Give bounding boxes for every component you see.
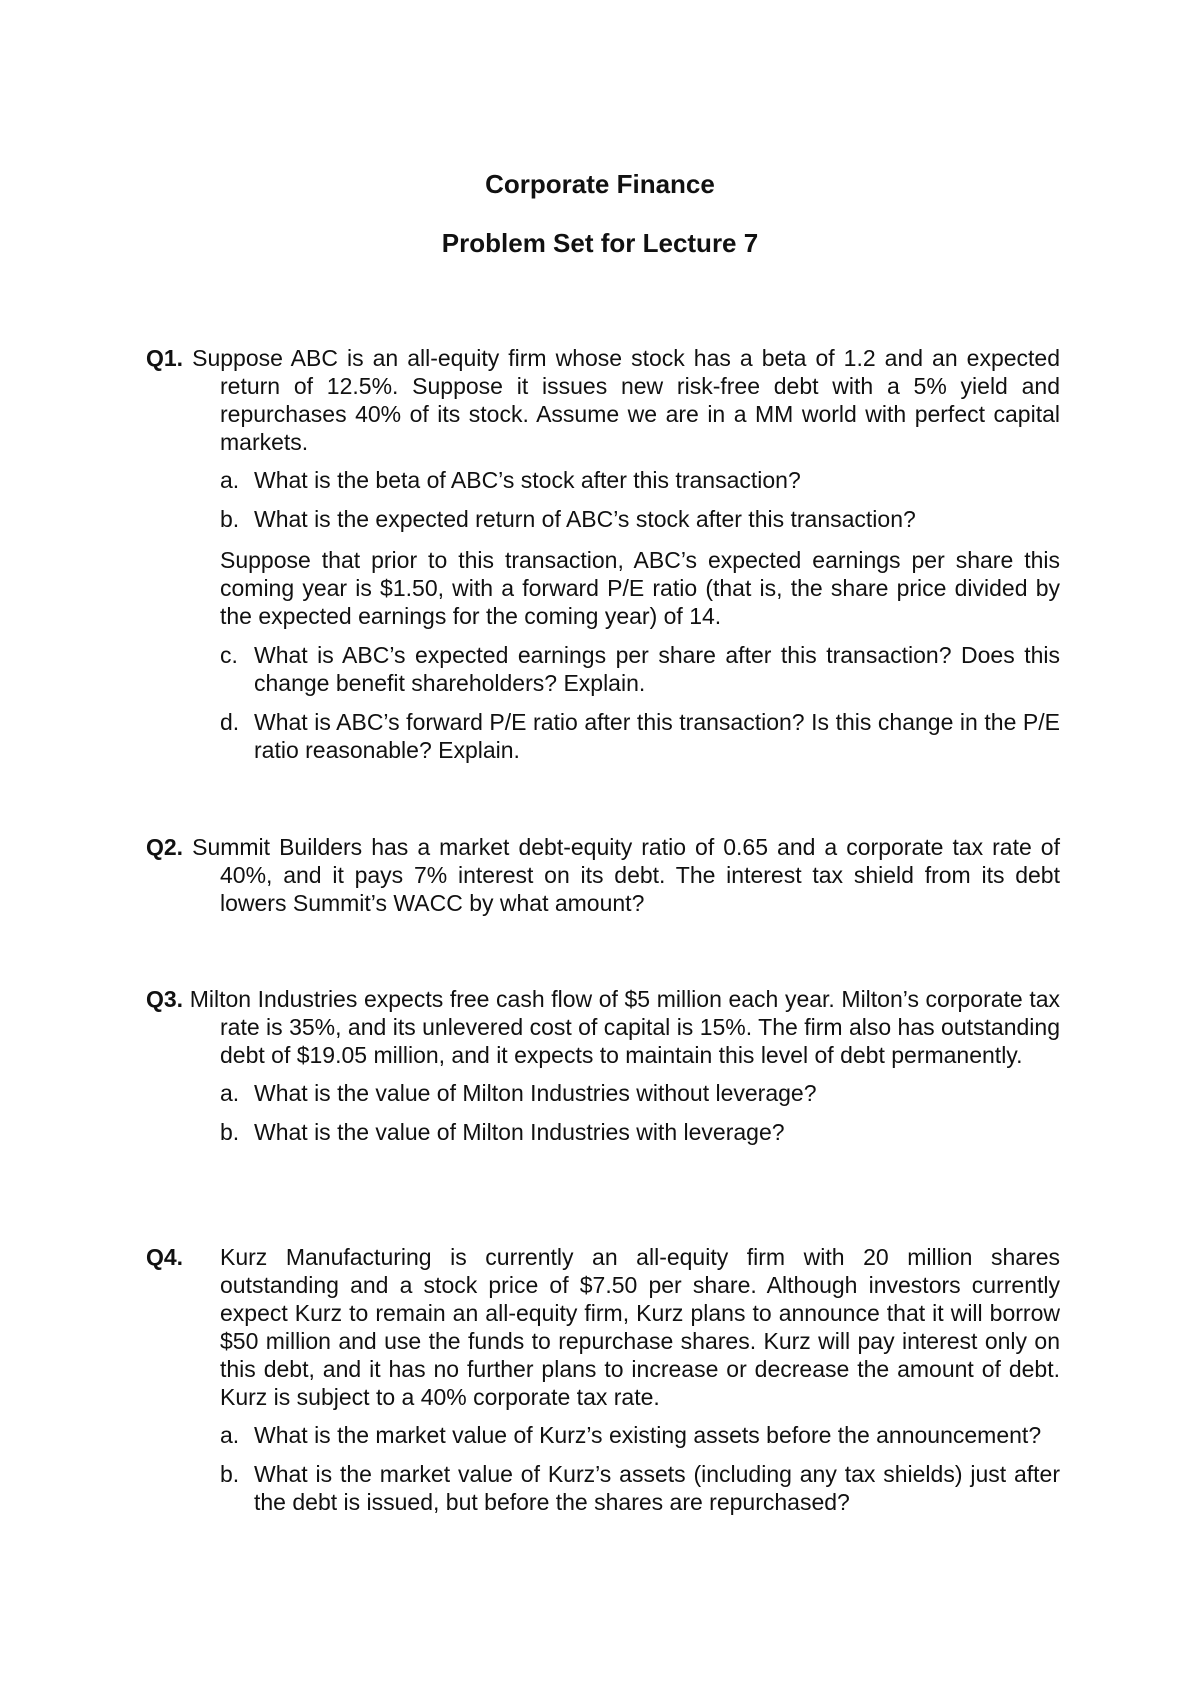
part-text: What is ABC’s expected earnings per share after this transaction? Does this change benefit shareholders? Explain. [254, 642, 1060, 696]
question-1 [146, 344, 1060, 764]
question-1-part-b [146, 505, 1060, 533]
question-3 [146, 985, 1060, 1146]
question-number: Q4. [146, 1244, 184, 1270]
part-text: What is the market value of Kurz’s assets (including any tax shields) just after the debt is issued, but before the shares are repurchased? [254, 1461, 1060, 1515]
question-1-interlude: Suppose that prior to this transaction, ABC’s expected earnings per share this coming year is $1.50, with a forward P/E ratio (that is, the share price divided by the expected earnings for the coming year) of 14. [220, 547, 1060, 629]
question-number: Q2. [146, 834, 184, 860]
part-letter: a. [220, 467, 240, 493]
question-1-part-c [146, 641, 1060, 697]
part-letter: a. [220, 1080, 240, 1106]
question-4-stem [146, 1243, 1060, 1411]
document-subtitle: Problem Set for Lecture 7 [441, 228, 759, 258]
part-letter: b. [220, 1461, 240, 1487]
part-letter: b. [220, 1119, 240, 1145]
question-4 [146, 1243, 1060, 1516]
question-1-stem [146, 344, 1060, 456]
part-letter: a. [220, 1422, 240, 1448]
part-text: What is the value of Milton Industries with leverage? [254, 1119, 785, 1145]
question-2 [146, 833, 1060, 917]
question-text: Suppose ABC is an all-equity firm whose stock has a beta of 1.2 and an expected return of 12.5%. Suppose it issues new risk-free debt with a 5% yield and repurchases 40% of its stock. Assume we are in a MM world with perfect capital markets. [192, 345, 1061, 455]
part-letter: d. [220, 709, 240, 735]
question-4-part-a [146, 1421, 1060, 1449]
question-number: Q1. [146, 345, 184, 371]
question-number: Q3. [146, 986, 184, 1012]
part-letter: b. [220, 506, 240, 532]
question-3-part-b [146, 1118, 1060, 1146]
question-4-part-b [146, 1460, 1060, 1516]
part-text: What is the expected return of ABC’s stock after this transaction? [254, 506, 916, 532]
part-text: What is the value of Milton Industries without leverage? [254, 1080, 817, 1106]
question-2-stem [146, 833, 1060, 917]
part-text: What is the market value of Kurz’s existing assets before the announcement? [254, 1422, 1042, 1448]
question-text: Summit Builders has a market debt-equity ratio of 0.65 and a corporate tax rate of 40%, and it pays 7% interest on its debt. The interest tax shield from its debt lowers Summit’s WACC by what amount? [192, 834, 1060, 916]
question-3-stem [146, 985, 1060, 1069]
part-letter: c. [220, 642, 238, 668]
part-text: What is the beta of ABC’s stock after this transaction? [254, 467, 801, 493]
document-title: Corporate Finance [485, 169, 715, 199]
question-text: Milton Industries expects free cash flow of $5 million each year. Milton’s corporate tax rate is 35%, and its unlevered cost of capital is 15%. The firm also has outstanding debt of $19.05 million, and it expects to maintain this level of debt permanently. [189, 986, 1060, 1068]
question-text: Kurz Manufacturing is currently an all-equity firm with 20 million shares outstanding and a stock price of $7.50 per share. Although investors currently expect Kurz to remain an all-equity firm, Kurz plans to announce that it will borrow $50 million and use the funds to repurchase shares. Kurz will pay interest only on this debt, and it has no further plans to increase or decrease the amount of debt. Kurz is subject to a 40% corporate tax rate. [220, 1244, 1060, 1410]
question-1-part-a [146, 466, 1060, 494]
part-text: What is ABC’s forward P/E ratio after this transaction? Is this change in the P/E ratio reasonable? Explain. [254, 709, 1060, 763]
question-1-part-d [146, 708, 1060, 764]
question-3-part-a [146, 1079, 1060, 1107]
